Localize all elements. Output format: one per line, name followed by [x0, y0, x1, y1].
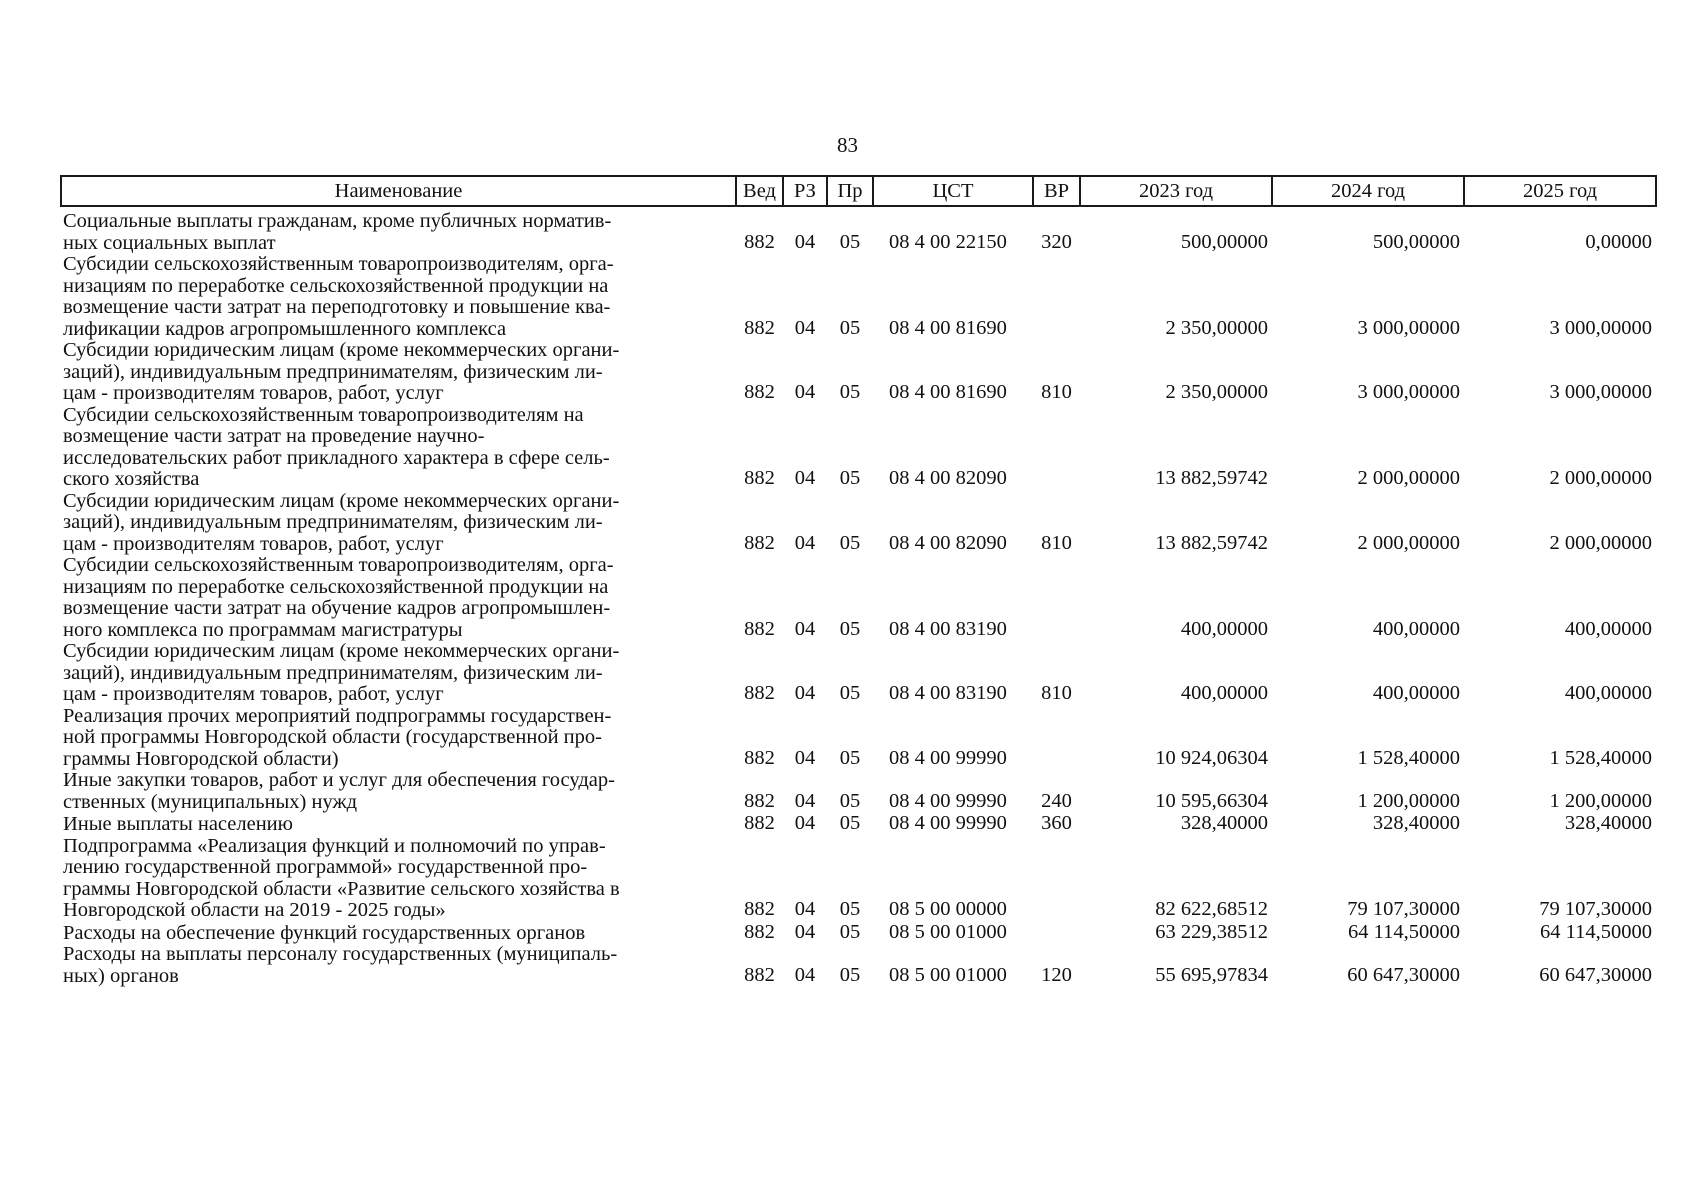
row-pr: 05 [839, 898, 861, 920]
row-pr: 05 [839, 789, 861, 812]
row-cst: 08 5 00 00000 [889, 898, 1007, 920]
row-ved: 882 [744, 230, 775, 253]
row-amount-2024: 3 000,00000 [1357, 316, 1460, 339]
row-amount-2023: 2 350,00000 [1165, 381, 1268, 403]
table-row [61, 944, 1656, 987]
row-amount-2025: 328,40000 [1564, 812, 1652, 834]
row-name: Субсидии юридическим лицам (кроме некоммерческих органи- заций), индивидуальным предпринимателям, физическим ли- цам - производителям товаров, работ, услуг [63, 339, 620, 404]
row-amount-2023: 55 695,97834 [1155, 963, 1268, 986]
row-name: Иные выплаты населению [63, 813, 293, 835]
row-ved: 882 [744, 617, 775, 640]
row-amount-2025: 0,00000 [1585, 230, 1652, 253]
row-cst: 08 4 00 83190 [889, 617, 1007, 640]
table-row [61, 770, 1656, 813]
header-row [61, 176, 1656, 206]
row-ved: 882 [744, 531, 775, 554]
table-row [61, 922, 1656, 945]
row-cst: 08 4 00 99990 [889, 746, 1007, 769]
row-amount-2024: 79 107,30000 [1347, 898, 1460, 920]
row-cst: 08 4 00 81690 [889, 381, 1007, 403]
row-amount-2023: 400,00000 [1180, 617, 1268, 640]
header-year-2023: 2023 год [1080, 176, 1272, 206]
row-amount-2025: 2 000,00000 [1549, 467, 1652, 489]
row-vr [1033, 836, 1080, 922]
table-row [61, 491, 1656, 556]
row-amount-2025: 1 200,00000 [1549, 789, 1652, 812]
table-row [61, 555, 1656, 641]
row-name: Подпрограмма «Реализация функций и полномочий по управ- лению государственной программой» государственной про- граммы Новгородской области «Развитие сельского хозяйства в Новгородской области на 2019 - 2025 годы» [63, 834, 620, 921]
header-year-2024: 2024 год [1272, 176, 1464, 206]
row-rz: 04 [794, 316, 816, 339]
row-amount-2023: 82 622,68512 [1155, 898, 1268, 920]
row-name: Субсидии сельскохозяйственным товаропроизводителям, орга- низациям по переработке сельскохозяйственной продукции на возмещение части затрат на обучение кадров агропромышлен- ного комплекса по программам магистратуры [63, 554, 614, 641]
row-cst: 08 5 00 01000 [889, 920, 1007, 943]
row-amount-2025: 79 107,30000 [1539, 898, 1652, 920]
table-row [61, 706, 1656, 771]
row-amount-2023: 2 350,00000 [1165, 316, 1268, 339]
row-cst: 08 4 00 83190 [889, 682, 1007, 704]
table-row [61, 206, 1656, 254]
row-vr [1033, 405, 1080, 491]
row-amount-2024: 1 200,00000 [1357, 789, 1460, 812]
row-amount-2024: 2 000,00000 [1357, 467, 1460, 489]
row-amount-2024: 60 647,30000 [1347, 963, 1460, 986]
row-name: Субсидии юридическим лицам (кроме некоммерческих органи- заций), индивидуальным предпринимателям, физическим ли- цам - производителям товаров, работ, услуг [63, 640, 620, 705]
row-cst: 08 4 00 99990 [889, 789, 1007, 812]
row-rz: 04 [794, 682, 816, 704]
row-vr: 810 [1041, 381, 1072, 403]
header-cst: ЦСТ [873, 176, 1033, 206]
table-body [61, 206, 1656, 987]
row-rz: 04 [794, 531, 816, 554]
row-pr: 05 [839, 682, 861, 704]
row-cst: 08 4 00 82090 [889, 531, 1007, 554]
row-amount-2025: 3 000,00000 [1549, 316, 1652, 339]
row-pr: 05 [839, 746, 861, 769]
row-rz: 04 [794, 789, 816, 812]
row-cst: 08 4 00 81690 [889, 316, 1007, 339]
row-name: Иные закупки товаров, работ и услуг для обеспечения государ- ственных (муниципальных) нужд [63, 769, 615, 813]
row-rz: 04 [794, 920, 816, 943]
row-amount-2025: 2 000,00000 [1549, 531, 1652, 554]
row-amount-2024: 64 114,50000 [1348, 920, 1460, 943]
table-row [61, 405, 1656, 491]
row-amount-2025: 60 647,30000 [1539, 963, 1652, 986]
row-pr: 05 [839, 230, 861, 253]
row-rz: 04 [794, 617, 816, 640]
row-name: Субсидии сельскохозяйственным товаропроизводителям на возмещение части затрат на проведение научно- исследовательских работ прикладного характера в сфере сель- ского хозяйства [63, 403, 610, 490]
row-rz: 04 [794, 963, 816, 986]
header-rz: РЗ [783, 176, 827, 206]
row-vr: 810 [1041, 531, 1072, 554]
row-pr: 05 [839, 812, 861, 834]
row-name: Реализация прочих мероприятий подпрограммы государствен- ной программы Новгородской области (государственной про- граммы Новгородской области) [63, 704, 612, 770]
row-ved: 882 [744, 789, 775, 812]
row-amount-2023: 10 595,66304 [1155, 789, 1268, 812]
row-amount-2023: 328,40000 [1180, 812, 1268, 834]
header-name: Наименование [61, 176, 736, 206]
row-ved: 882 [744, 746, 775, 769]
row-amount-2025: 400,00000 [1564, 617, 1652, 640]
header-vr: ВР [1033, 176, 1080, 206]
header-year-2025: 2025 год [1464, 176, 1656, 206]
row-cst: 08 4 00 22150 [889, 230, 1007, 253]
row-rz: 04 [794, 467, 816, 489]
row-ved: 882 [744, 467, 775, 489]
row-amount-2024: 400,00000 [1372, 617, 1460, 640]
row-vr [1033, 254, 1080, 340]
row-ved: 882 [744, 963, 775, 986]
row-name: Расходы на выплаты персоналу государственных (муниципаль- ных) органов [63, 943, 618, 987]
table-row [61, 836, 1656, 922]
budget-table [60, 175, 1657, 987]
row-amount-2024: 2 000,00000 [1357, 531, 1460, 554]
row-vr: 240 [1041, 789, 1072, 812]
row-pr: 05 [839, 531, 861, 554]
table-row [61, 641, 1656, 706]
table-row [61, 254, 1656, 340]
row-pr: 05 [839, 617, 861, 640]
row-cst: 08 4 00 82090 [889, 467, 1007, 489]
row-amount-2023: 13 882,59742 [1155, 467, 1268, 489]
row-name: Субсидии юридическим лицам (кроме некоммерческих органи- заций), индивидуальным предпринимателям, физическим ли- цам - производителям товаров, работ, услуг [63, 489, 620, 555]
row-amount-2024: 328,40000 [1372, 812, 1460, 834]
row-amount-2025: 3 000,00000 [1549, 381, 1652, 403]
row-amount-2024: 3 000,00000 [1357, 381, 1460, 403]
row-amount-2024: 500,00000 [1372, 230, 1460, 253]
header-ved: Вед [736, 176, 783, 206]
row-name: Социальные выплаты гражданам, кроме публичных норматив- ных социальных выплат [63, 210, 612, 254]
row-pr: 05 [839, 963, 861, 986]
row-amount-2024: 400,00000 [1372, 682, 1460, 704]
row-amount-2024: 1 528,40000 [1357, 746, 1460, 769]
row-ved: 882 [744, 316, 775, 339]
row-ved: 882 [744, 381, 775, 403]
row-ved: 882 [744, 920, 775, 943]
page-number: 83 [837, 133, 858, 157]
table-row [61, 813, 1656, 836]
row-vr [1033, 922, 1080, 945]
row-vr [1033, 706, 1080, 771]
row-amount-2023: 500,00000 [1180, 230, 1268, 253]
row-cst: 08 4 00 99990 [889, 812, 1007, 834]
row-ved: 882 [744, 812, 775, 834]
row-rz: 04 [794, 746, 816, 769]
row-vr [1033, 555, 1080, 641]
row-amount-2025: 1 528,40000 [1549, 746, 1652, 769]
row-amount-2023: 10 924,06304 [1155, 746, 1268, 769]
row-vr: 810 [1041, 682, 1072, 704]
row-ved: 882 [744, 682, 775, 704]
row-ved: 882 [744, 898, 775, 920]
row-rz: 04 [794, 812, 816, 834]
row-pr: 05 [839, 920, 861, 943]
row-rz: 04 [794, 381, 816, 403]
row-vr: 360 [1041, 812, 1072, 834]
row-rz: 04 [794, 898, 816, 920]
row-amount-2023: 400,00000 [1180, 682, 1268, 704]
row-pr: 05 [839, 316, 861, 339]
row-pr: 05 [839, 381, 861, 403]
row-pr: 05 [839, 467, 861, 489]
table-header [61, 176, 1656, 206]
header-pr: Пр [827, 176, 873, 206]
row-amount-2025: 400,00000 [1564, 682, 1652, 704]
row-rz: 04 [794, 230, 816, 253]
row-name: Расходы на обеспечение функций государственных органов [63, 921, 586, 944]
row-vr: 320 [1041, 230, 1072, 253]
row-vr: 120 [1041, 963, 1072, 986]
row-cst: 08 5 00 01000 [889, 963, 1007, 986]
row-amount-2025: 64 114,50000 [1540, 920, 1652, 943]
row-amount-2023: 13 882,59742 [1155, 531, 1268, 554]
row-amount-2023: 63 229,38512 [1155, 920, 1268, 943]
table-row [61, 340, 1656, 405]
row-name: Субсидии сельскохозяйственным товаропроизводителям, орга- низациям по переработке сельскохозяйственной продукции на возмещение части затрат на переподготовку и повышение ква- лификации кадров агропромышленного комплекса [63, 253, 614, 340]
